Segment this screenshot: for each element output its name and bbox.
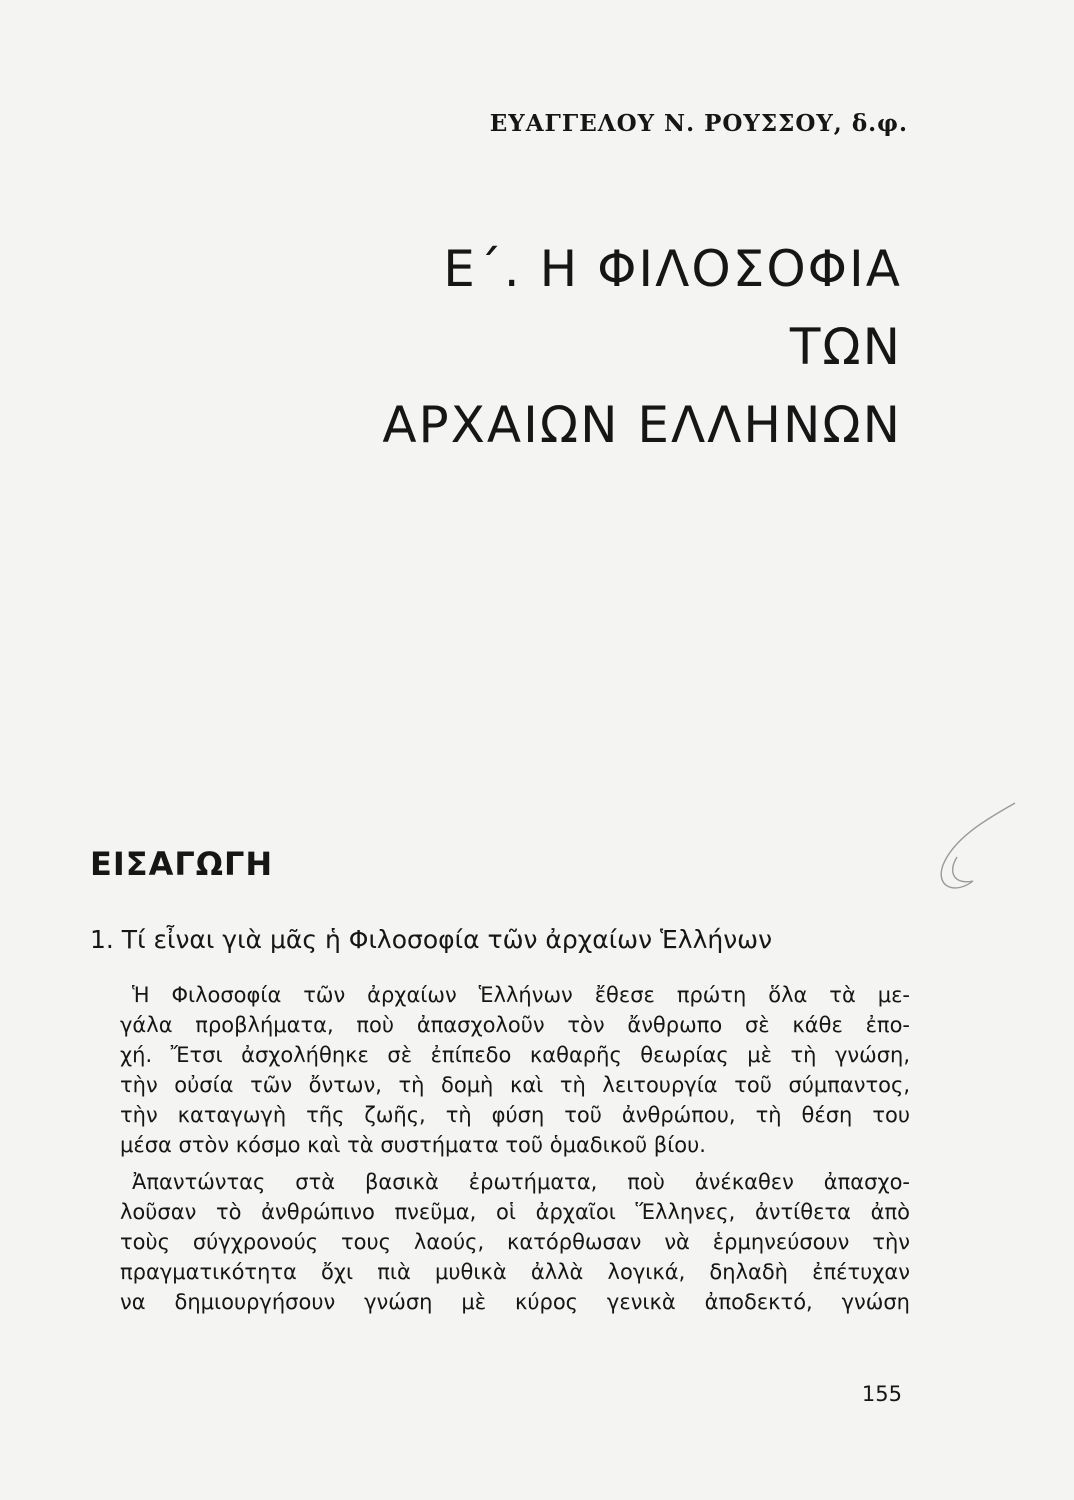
text-line: Ἀπαντώντας στὰ βασικὰ ἐρωτήματα, ποὺ ἀνέκαθεν ἀπασχο- (132, 1170, 910, 1194)
chapter-title (382, 230, 902, 464)
page-number: 155 (861, 1382, 902, 1406)
text-line: τοὺς σύγχρονούς τους λαούς, κατόρθωσαν νὰ ἑρμηνεύσουν τὴν (120, 1230, 910, 1254)
body-text (120, 980, 910, 1317)
text-line: γάλα προβλήματα, ποὺ ἀπασχολοῦν τὸν ἄνθρωπο σὲ κάθε ἐπο- (120, 1013, 910, 1037)
handwritten-pen-mark (925, 795, 1025, 905)
text-line: τὴν οὐσία τῶν ὄντων, τὴ δομὴ καὶ τὴ λειτουργία τοῦ σύμπαντος, (120, 1073, 910, 1097)
author-header: ΕΥΑΓΓΕΛΟΥ Ν. ΡΟΥΣΣΟΥ, δ.φ. (489, 110, 908, 137)
section-subheading: 1. Τί εἶναι γιὰ μᾶς ἡ Φιλοσοφία τῶν ἀρχαίων Ἑλλήνων (90, 925, 773, 954)
text-line: χή. Ἔτσι ἀσχολήθηκε σὲ ἐπίπεδο καθαρῆς θεωρίας μὲ τὴ γνώση, (120, 1043, 910, 1067)
chapter-title-line: Ε΄. Η ΦΙΛΟΣΟΦΙΑ (443, 240, 902, 298)
paragraph (120, 1167, 910, 1317)
text-line: τὴν καταγωγὴ τῆς ζωῆς, τὴ φύση τοῦ ἀνθρώπου, τὴ θέση του (120, 1103, 910, 1127)
text-line: μέσα στὸν κόσμο καὶ τὰ συστήματα τοῦ ὁμαδικοῦ βίου. (120, 1133, 706, 1157)
text-line: να δημιουργήσουν γνώση μὲ κύρος γενικὰ ἀποδεκτό, γνώση (120, 1290, 910, 1314)
chapter-title-line: ΑΡΧΑΙΩΝ ΕΛΛΗΝΩΝ (382, 396, 902, 454)
chapter-title-line: ΤΩΝ (789, 318, 902, 376)
text-line: πραγματικότητα ὄχι πιὰ μυθικὰ ἀλλὰ λογικά, δηλαδὴ ἐπέτυχαν (120, 1260, 910, 1284)
text-line: Ἡ Φιλοσοφία τῶν ἀρχαίων Ἑλλήνων ἔθεσε πρώτη ὅλα τὰ με- (132, 983, 910, 1007)
text-line: λοῦσαν τὸ ἀνθρώπινο πνεῦμα, οἱ ἀρχαῖοι Ἕλληνες, ἀντίθετα ἀπὸ (120, 1200, 910, 1224)
paragraph (120, 980, 910, 1160)
section-heading: ΕΙΣΑΓΩΓΗ (90, 845, 274, 883)
